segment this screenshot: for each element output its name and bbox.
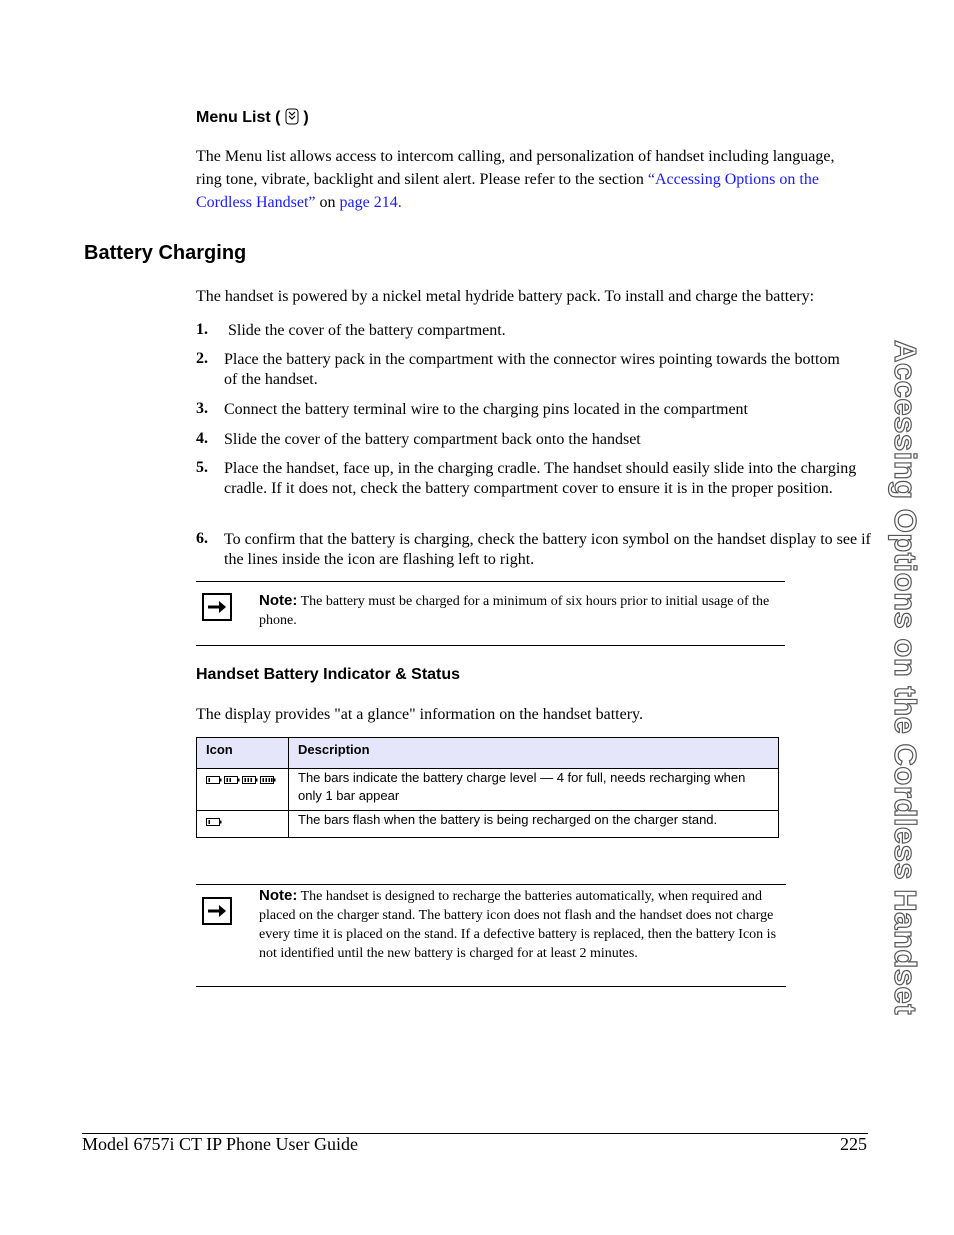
battery-levels-description: The bars indicate the battery charge level — 4 for full, needs recharging when only 1 bar appear <box>289 769 779 811</box>
arrow-right-icon <box>202 897 232 925</box>
battery-charging-icon <box>206 817 224 827</box>
note-top-rule <box>196 581 785 582</box>
battery-levels-icon-cell <box>197 769 289 811</box>
col-description-header: Description <box>289 738 779 769</box>
indicator-intro: The display provides "at a glance" information on the handset battery. <box>196 706 643 723</box>
table-header-row <box>197 738 779 769</box>
step-number: 3. <box>196 400 208 417</box>
note-bottom-rule <box>196 986 786 987</box>
col-icon-header: Icon <box>197 738 289 769</box>
page-number: 225 <box>840 1134 867 1154</box>
arrow-right-icon <box>202 593 232 621</box>
chapter-side-tab: Accessing Options on the Cordless Handset <box>888 340 923 1016</box>
page-link[interactable]: page 214 <box>339 194 398 211</box>
menu-key-icon <box>285 108 299 125</box>
indicator-heading: Handset Battery Indicator & Status <box>196 666 461 683</box>
battery-intro: The handset is powered by a nickel metal hydride battery pack. To install and charge the battery: <box>196 288 815 305</box>
battery-charging-icon-cell <box>197 811 289 838</box>
note-bottom-rule <box>196 645 785 646</box>
battery-status-table <box>196 737 779 838</box>
battery-levels-icon <box>206 775 276 785</box>
step-number: 4. <box>196 430 208 447</box>
note-battery-charge: Note: The battery must be charged for a minimum of six hours prior to initial usage of the phone. <box>259 592 770 628</box>
step-text: Slide the cover of the battery compartment back onto the handset <box>224 431 641 448</box>
note-auto-recharge: Note: The handset is designed to recharge the batteries automatically, when required and placed on the charger stand. The battery icon does not flash and the handset does not charge every time it is placed on the stand. If a defective battery is replaced, then the battery Icon is not identified until the new battery is charged for at least 2 minutes. <box>259 887 777 961</box>
step-number: 1. <box>196 321 208 338</box>
step-number: 6. <box>196 530 208 547</box>
step-text: Connect the battery terminal wire to the charging pins located in the compartment <box>224 401 748 418</box>
step-number: 2. <box>196 350 208 367</box>
step-text: Place the battery pack in the compartment with the connector wires pointing towards the bottom of the handset. <box>224 351 840 388</box>
section-link[interactable]: “Accessing Options on the Cordless Handset” <box>196 171 819 211</box>
step-number: 5. <box>196 459 208 476</box>
footer-title: Model 6757i CT IP Phone User Guide <box>82 1134 358 1154</box>
step-text: To confirm that the battery is charging, check the battery icon symbol on the handset display to see if the lines inside the icon are flashing left to right. <box>224 531 871 568</box>
menu-list-heading: Menu List ( ) <box>196 109 309 126</box>
table-row <box>197 769 779 811</box>
battery-charging-heading: Battery Charging <box>84 242 247 264</box>
table-row <box>197 811 779 838</box>
note-top-rule <box>196 884 786 885</box>
battery-charging-description: The bars flash when the battery is being recharged on the charger stand. <box>289 811 779 838</box>
step-text: Place the handset, face up, in the charging cradle. The handset should easily slide into the charging cradle. If it does not, check the battery compartment cover to ensure it is in the proper position. <box>224 460 857 497</box>
menu-list-paragraph: The Menu list allows access to intercom calling, and personalization of handset including language, ring tone, vibrate, backlight and silent alert. Please refer to the section “Accessing Options on the Cordless Handset” on page 214. <box>196 148 835 211</box>
step-text: Slide the cover of the battery compartment. <box>224 322 506 339</box>
